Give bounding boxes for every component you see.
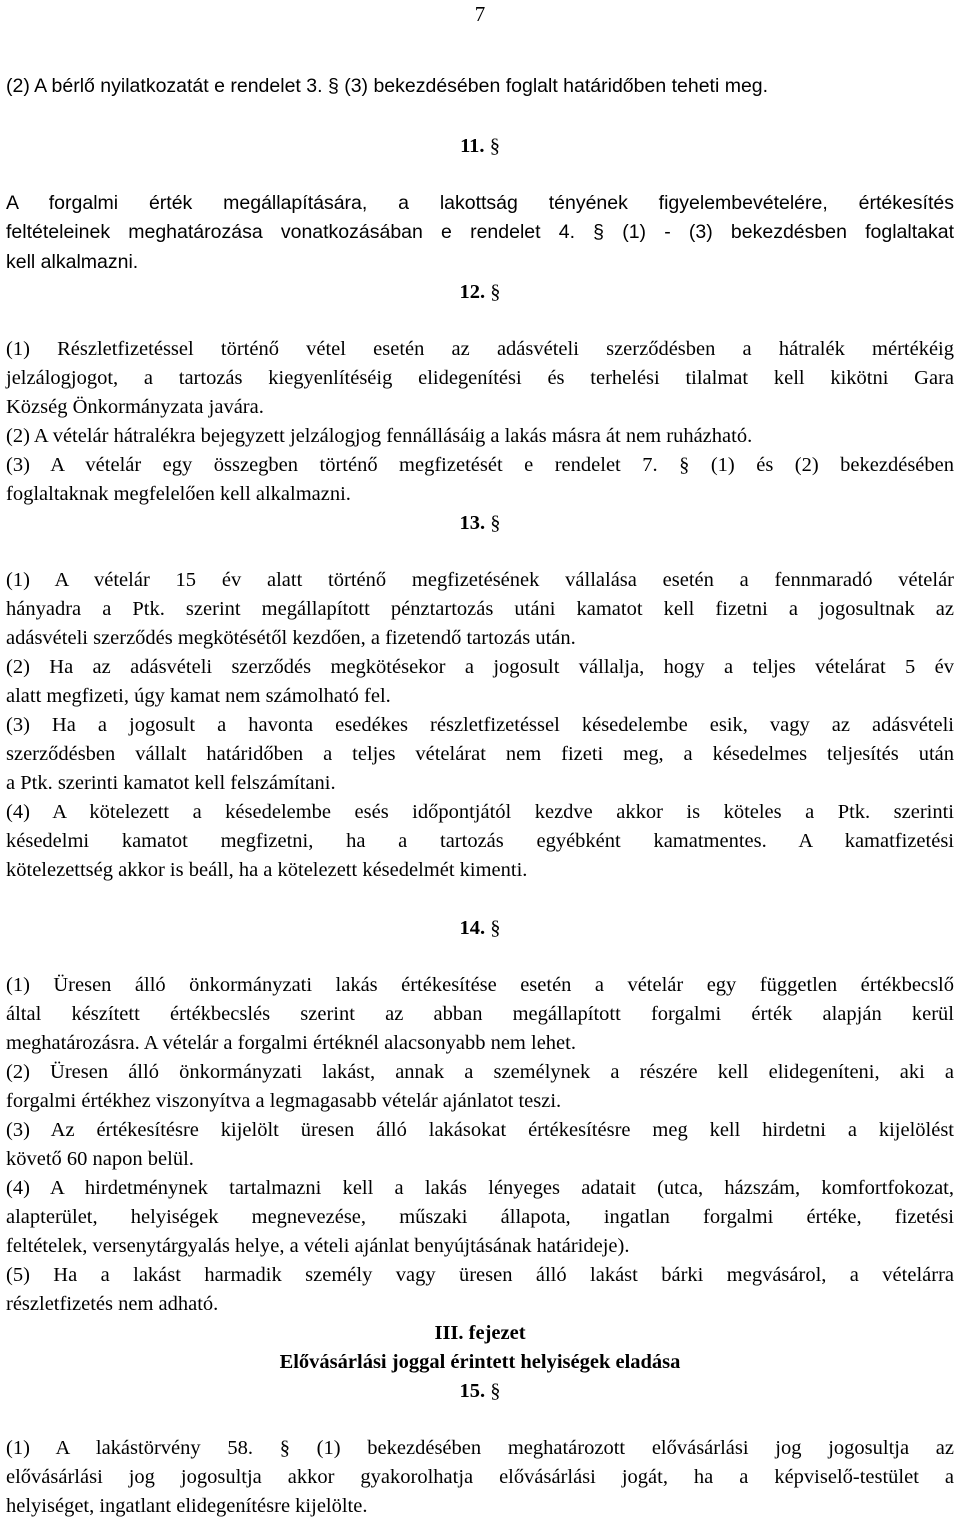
- text-line: hányadra a Ptk. szerint megállapított pénztartozás utáni kamatot kell fizetni a jogosultnak az: [6, 598, 954, 620]
- text-line: szerződésben vállalt határidőben a teljes vételárat nem fizeti meg, a késedelmes teljesítés után: [6, 743, 954, 765]
- text-line: (3) A vételár egy összegben történő megfizetését e rendelet 7. § (1) és (2) bekezdésében: [6, 454, 954, 476]
- section-sign: §: [489, 135, 500, 157]
- text-line: (5) Ha a lakást harmadik személy vagy üresen álló lakást bárki megvásárol, a vételárra: [6, 1264, 954, 1286]
- text-line: (1) A lakástörvény 58. § (1) bekezdésében meghatározott elővásárlási jog jogosultja az: [6, 1437, 954, 1459]
- text-line: (4) A hirdetménynek tartalmazni kell a lakás lényeges adatait (utca, házszám, komfortfokozat,: [6, 1177, 954, 1199]
- text-line: (4) A kötelezett a késedelembe esés időpontjától kezdve akkor is köteles a Ptk. szerinti: [6, 801, 954, 823]
- text-line: (1) Részletfizetéssel történő vétel esetén az adásvételi szerződésben a hátralék mértékéig: [6, 338, 954, 360]
- text-line: késedelmi kamatot megfizetni, ha a tartozás egyébként kamatmentes. A kamatfizetési: [6, 830, 954, 852]
- text-line: (3) Ha a jogosult a havonta esedékes részletfizetéssel késedelembe esik, vagy az adásvételi: [6, 714, 954, 736]
- section-heading-14: [0, 916, 960, 940]
- section-sign: §: [490, 1380, 501, 1402]
- section-number: 13.: [459, 512, 486, 534]
- text-line: alapterület, helyiségek megnevezése, műszaki állapota, ingatlan forgalmi értéke, fizetési: [6, 1206, 954, 1228]
- section-heading-15: [0, 1379, 960, 1403]
- section-heading-13: [0, 511, 960, 535]
- text-line: követő 60 napon belül.: [6, 1148, 194, 1170]
- text-line: kell alkalmazni.: [6, 251, 139, 273]
- text-line: jelzálogjogot, a tartozás kiegyenlítéséig elidegenítési és terhelési tilalmat kell kikötni Gara: [6, 367, 954, 389]
- text-line: (2) A vételár hátralékra bejegyzett jelzálogjog fennállásáig a lakás másra át nem ruházható.: [6, 425, 753, 447]
- text-line: elővásárlási jog jogosultja akkor gyakorolhatja elővásárlási jogát, ha a képviselő-testület a: [6, 1466, 954, 1488]
- section-number: 15.: [459, 1380, 486, 1402]
- text-line: által készített értékbecslés szerint az abban megállapított forgalmi érték alapján kerül: [6, 1003, 954, 1025]
- text-line: (1) A vételár 15 év alatt történő megfizetésének vállalása esetén a fennmaradó vételár: [6, 569, 954, 591]
- text-line: a Ptk. szerinti kamatot kell felszámítani.: [6, 772, 336, 794]
- text-line: (1) Üresen álló önkormányzati lakás értékesítése esetén a vételár egy független értékbecslő: [6, 974, 954, 996]
- text-line: (2) Üresen álló önkormányzati lakást, annak a személynek a részére kell elidegeníteni, aki a: [6, 1061, 954, 1083]
- text-line: adásvételi szerződés megkötésétől kezdően, a fizetendő tartozás után.: [6, 627, 576, 649]
- text-line: helyiséget, ingatlant elidegenítésre kijelölte.: [6, 1495, 368, 1517]
- text-line: (2) Ha az adásvételi szerződés megkötésekor a jogosult vállalja, hogy a teljes vételárat 5 év: [6, 656, 954, 678]
- text-line: A forgalmi érték megállapítására, a lakottság tényének figyelembevételére, értékesítés: [6, 192, 954, 214]
- text-line: részletfizetés nem adható.: [6, 1293, 219, 1315]
- chapter-number: III. fejezet: [434, 1322, 526, 1344]
- section-sign: §: [490, 917, 501, 939]
- section-heading-12: [0, 280, 960, 304]
- text-line: feltételeinek meghatározása vonatkozásában e rendelet 4. § (1) - (3) bekezdésben foglaltakat: [6, 221, 954, 243]
- text-line: kötelezettség akkor is beáll, ha a kötelezett késedelmét kimenti.: [6, 859, 528, 881]
- text-line: foglaltaknak megfelelően kell alkalmazni.: [6, 483, 351, 505]
- section-number: 11.: [460, 135, 485, 157]
- section-heading-11: [0, 134, 960, 158]
- section-number: 12.: [459, 281, 486, 303]
- page-number: 7: [474, 2, 486, 26]
- section-number: 14.: [459, 917, 486, 939]
- text-line: alatt megfizeti, úgy kamat nem számolható fel.: [6, 685, 391, 707]
- text-line: feltételek, versenytárgyalás helye, a vételi ajánlat benyújtásának határideje).: [6, 1235, 630, 1257]
- section-sign: §: [490, 281, 501, 303]
- text-line: (2) A bérlő nyilatkozatát e rendelet 3. § (3) bekezdésében foglalt határidőben teheti meg.: [6, 75, 769, 97]
- chapter-title: Elővásárlási joggal érintett helyiségek eladása: [279, 1351, 681, 1373]
- text-line: meghatározásra. A vételár a forgalmi értéknél alacsonyabb nem lehet.: [6, 1032, 576, 1054]
- text-line: Község Önkormányzata javára.: [6, 396, 264, 418]
- section-sign: §: [490, 512, 501, 534]
- text-line: (3) Az értékesítésre kijelölt üresen álló lakásokat értékesítésre meg kell hirdetni a kijelölést: [6, 1119, 954, 1141]
- text-line: forgalmi értékhez viszonyítva a legmagasabb vételár ajánlatot teszi.: [6, 1090, 562, 1112]
